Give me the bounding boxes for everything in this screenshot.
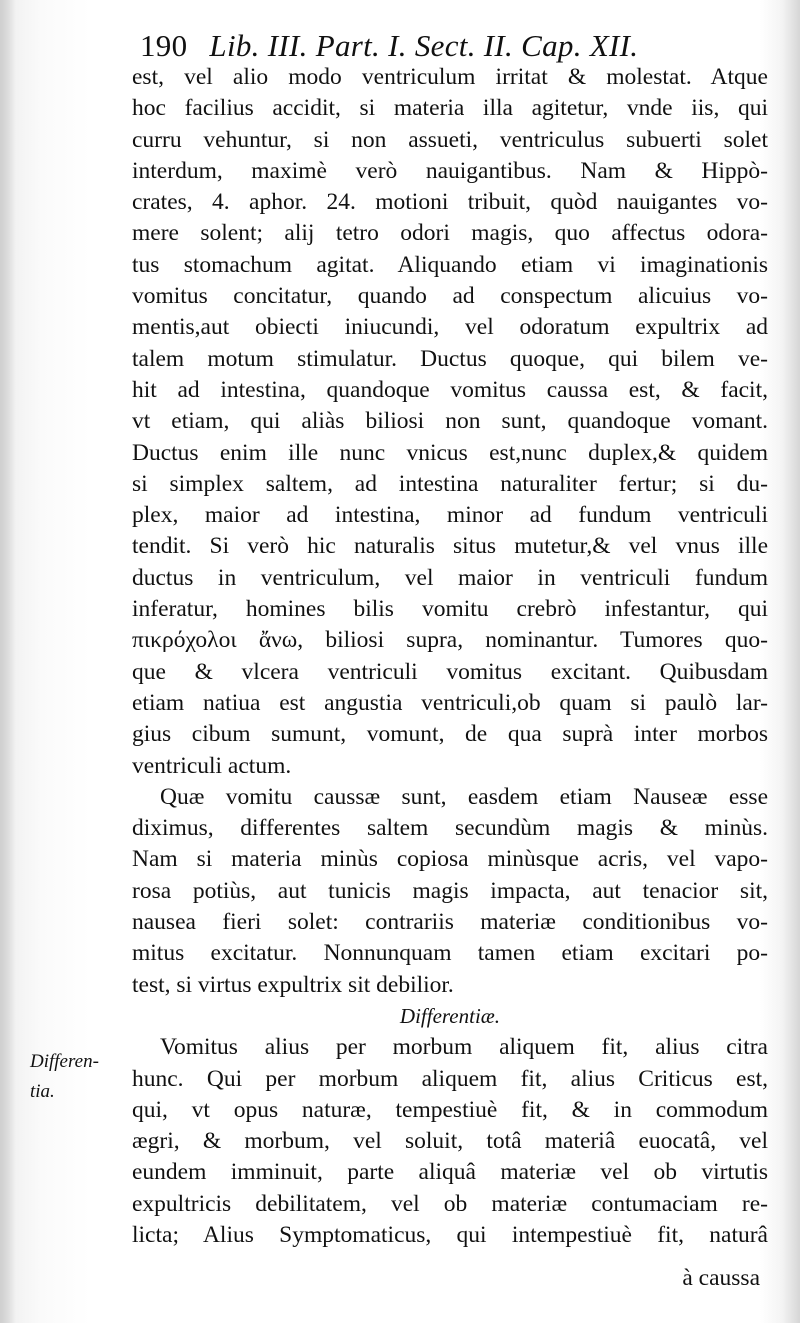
margin-note-line: tia. [30,1081,55,1102]
text-line: gius cibum sumunt, vomunt, de qua suprà inter morbos [132,721,768,748]
text-line: Ductus enim ille nunc vnicus est,nunc duplex,& quidem [132,439,768,466]
text-line: Vomitus alius per morbum aliquem fit, alius citra [160,1034,768,1061]
text-line: licta; Alius Symptomaticus, qui intempestiuè fit, naturâ [132,1221,768,1248]
text-line: tendit. Si verò hic naturalis situs mutetur,& vel vnus ille [132,533,768,560]
margin-note [30,1047,99,1107]
text-line: mere solent; alij tetro odori magis, quo affectus odora- [132,220,768,247]
running-header [140,28,638,64]
text-line: expultricis debilitatem, vel ob materiæ contumaciam re- [132,1190,768,1217]
text-line: si simplex saltem, ad intestina naturaliter fertur; si du- [132,470,768,497]
text-line: Quæ vomitu caussæ sunt, easdem etiam Nauseæ esse [160,783,768,810]
text-line: rosa potiùs, aut tunicis magis impacta, aut tenacior sit, [132,877,768,904]
text-line: diximus, differentes saltem secundùm magis & minùs. [132,815,768,842]
text-line: que & vlcera ventriculi vomitus excitant. Quibusdam [132,658,768,685]
text-line: interdum, maximè verò nauigantibus. Nam & Hippò- [132,157,768,184]
text-line: curru vehuntur, si non assueti, ventriculus subuerti solet [132,126,768,153]
text-line: πικρόχολοι ἄνω, biliosi supra, nominantur. Tumores quo- [132,627,768,654]
text-line: tus stomachum agitat. Aliquando etiam vi imaginationis [132,251,768,278]
text-line: nausea fieri solet: contrariis materiæ conditionibus vo- [132,909,768,936]
text-line: hoc facilius accidit, si materia illa agitetur, vnde iis, qui [132,95,768,122]
text-line: inferatur, homines bilis vomitu crebrò infestantur, qui [132,596,768,623]
text-line: mitus excitatur. Nonnunquam tamen etiam excitari po- [132,940,768,967]
text-line: hit ad intestina, quandoque vomitus caussa est, & facit, [132,376,768,403]
running-title: Lib. III. Part. I. Sect. II. Cap. XII. [209,28,639,63]
margin-note-line: Differen- [30,1051,99,1072]
text-line: test, si virtus expultrix sit debilior. [132,971,454,998]
page-number: 190 [140,28,188,63]
text-line: Nam si materia minùs copiosa minùsque acris, vel vapo- [132,846,768,873]
text-line: ægri, & morbum, vel soluit, totâ materiâ euocatâ, vel [132,1128,768,1155]
text-line: vomitus concitatur, quando ad conspectum alicuius vo- [132,283,768,310]
section-heading: Differentiæ. [399,1003,501,1028]
text-line: est, vel alio modo ventriculum irritat & molestat. Atque [132,64,768,90]
main-text [132,62,768,1251]
text-line: vt etiam, qui aliàs biliosi non sunt, quandoque vomant. [132,408,768,435]
text-line: plex, maior ad intestina, minor ad fundum ventriculi [132,502,768,529]
text-line: hunc. Qui per morbum aliquem fit, alius Criticus est, [132,1065,768,1092]
text-line: mentis,aut obiecti iniucundi, vel odoratum expultrix ad [132,314,768,341]
text-line: ductus in ventriculum, vel maior in ventriculi fundum [132,564,768,591]
text-line: qui, vt opus naturæ, tempestiuè fit, & in commodum [132,1096,768,1123]
text-line: etiam natiua est angustia ventriculi,ob quam si paulò lar- [132,689,768,716]
catchword: à caussa [682,1265,760,1291]
text-line: eundem imminuit, parte aliquâ materiæ vel ob virtutis [132,1159,768,1186]
text-line: crates, 4. aphor. 24. motioni tribuit, quòd nauigantes vo- [132,189,768,216]
text-line: ventriculi actum. [132,752,292,779]
text-line: talem motum stimulatur. Ductus quoque, qui bilem ve- [132,345,768,372]
